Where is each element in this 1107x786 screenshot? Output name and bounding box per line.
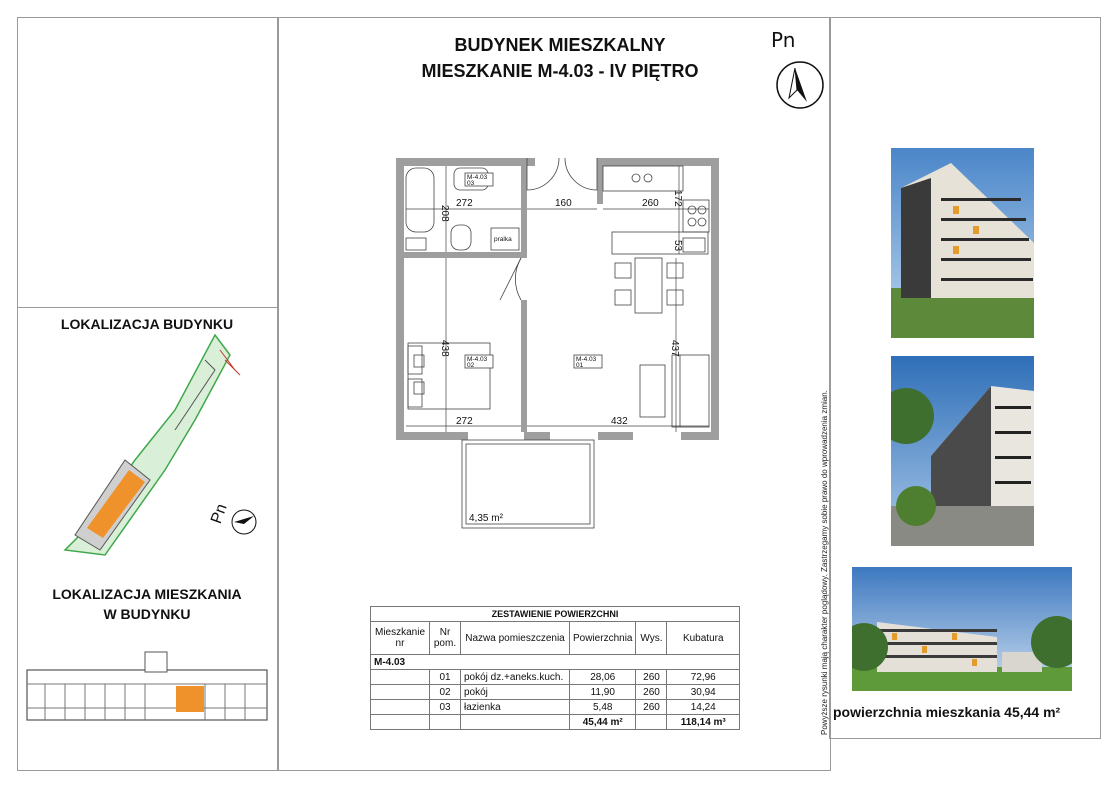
row-no: 02 [430,685,461,700]
col-apartment: Mieszkanie nr [371,622,430,655]
page-title [380,32,740,84]
table-row [371,685,740,700]
apartment-area-summary: powierzchnia mieszkania 45,44 m² [833,704,1061,720]
col-height: Wys. [636,622,667,655]
dim-432: 432 [611,416,628,427]
compass-label: Pn [771,28,796,52]
title-line-1: BUDYNEK MIESZKALNY [454,35,666,55]
row-area: 11,90 [570,685,636,700]
loc-apartment-title [17,584,277,624]
site-plan [45,330,255,570]
apartment-id: M-4.03 [371,655,740,670]
row-volume: 14,24 [667,700,740,715]
row-name: łazienka [461,700,570,715]
dim-208: 208 [439,205,450,222]
row-name: pokój dz.+aneks.kuch. [461,670,570,685]
total-volume: 118,14 m³ [667,715,740,730]
dim-172: 172 [672,190,683,207]
dim-160: 160 [555,198,572,209]
building-photo-3 [852,567,1072,691]
dim-260: 260 [642,198,659,209]
loc-apartment-title-line-1: LOKALIZACJA MIESZKANIA [52,586,242,602]
loc-apartment-title-line-2: W BUDYNKU [103,606,191,622]
balcony-area: 4,35 m² [469,513,503,524]
row-height: 260 [636,700,667,715]
room-tag-01: M-4.03 [576,356,597,363]
loc-building-title: LOKALIZACJA BUDYNKU [60,316,234,332]
row-height: 260 [636,670,667,685]
col-room-no: Nr pom. [430,622,461,655]
col-area: Powierzchnia [570,622,636,655]
building-photo-1 [891,148,1034,338]
row-no: 03 [430,700,461,715]
dim-272-top: 272 [456,198,473,209]
row-height: 260 [636,685,667,700]
row-area: 5,48 [570,700,636,715]
dim-438: 438 [439,340,450,357]
room-tag-02: M-4.03 [467,356,488,363]
dim-272-bottom: 272 [456,416,473,427]
room-tag-02-no: 02 [467,362,475,369]
row-volume: 30,94 [667,685,740,700]
room-tag-03-no: 03 [467,180,475,187]
col-room-name: Nazwa pomieszczenia [461,622,570,655]
floor-plan [390,150,725,535]
table-row [371,700,740,715]
building-floor-plan [25,650,270,725]
building-photo-2 [891,356,1034,546]
room-tag-01-no: 01 [576,362,584,369]
area-table-title: ZESTAWIENIE POWIERZCHNI [371,607,740,622]
row-area: 28,06 [570,670,636,685]
dim-53: 53 [672,240,683,252]
col-volume: Kubatura [667,622,740,655]
room-tag-03: M-4.03 [467,174,488,181]
north-arrow-icon [775,60,825,110]
title-line-2: MIESZKANIE M-4.03 - IV PIĘTRO [421,61,699,81]
total-area: 45,44 m² [570,715,636,730]
left-panel-divider [17,307,278,308]
site-north-arrow-icon [230,508,258,536]
disclaimer-text: Powyższe rysunki mają charakter poglądowy. Zastrzegamy sobie prawo do wprowadzenia zmian. [820,390,829,735]
site-compass-label: Pn [207,501,231,526]
row-name: pokój [461,685,570,700]
area-table [370,606,740,730]
row-no: 01 [430,670,461,685]
table-row [371,670,740,685]
dim-437: 437 [669,340,680,357]
area-table-wrap [370,606,740,730]
row-volume: 72,96 [667,670,740,685]
pralka-label: pralka [494,236,512,243]
